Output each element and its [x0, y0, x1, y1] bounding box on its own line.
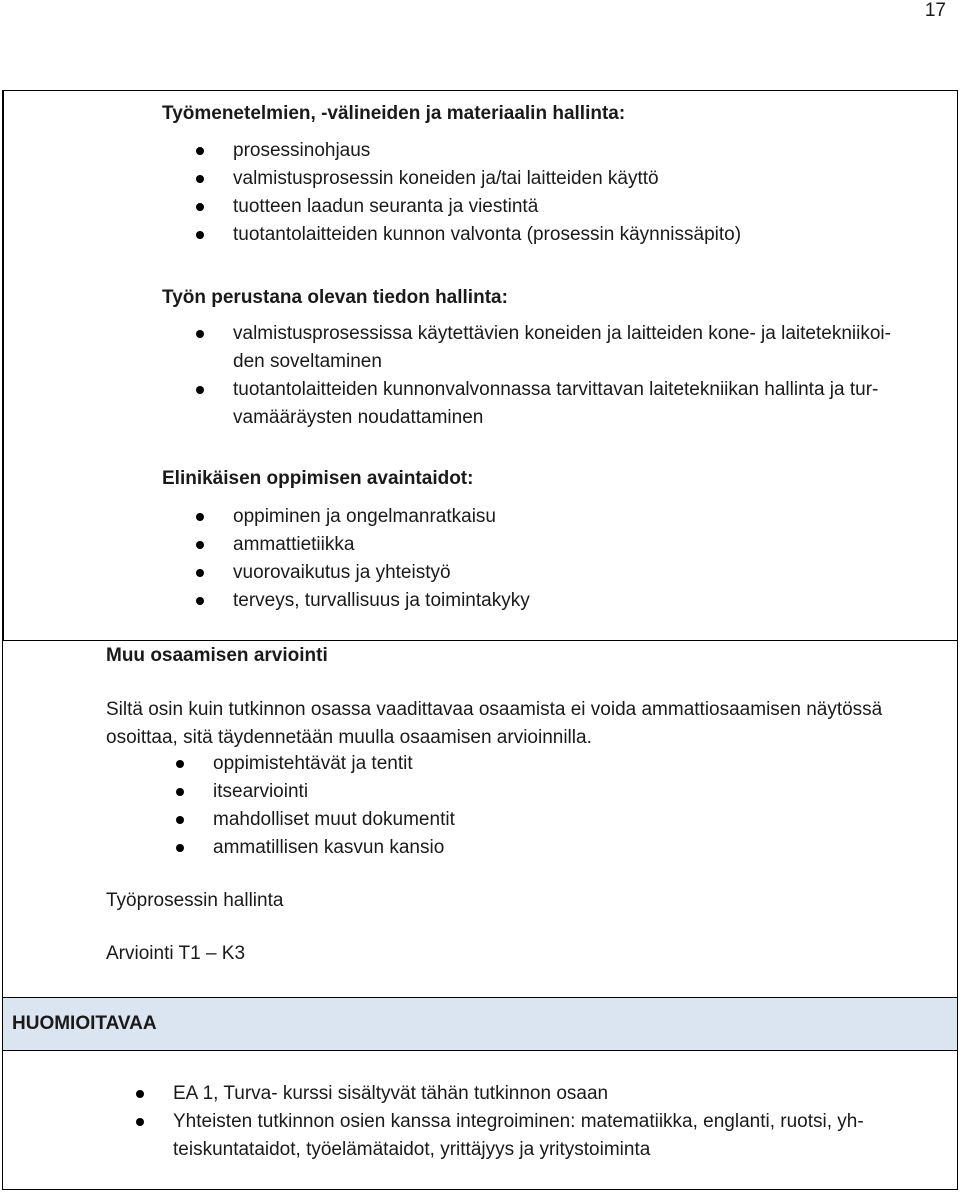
list-item: valmistusprosessin koneiden ja/tai laitteiden käyttö	[196, 165, 741, 193]
list-item: Yhteisten tutkinnon osien kanssa integroiminen: matematiikka, englanti, ruotsi, yh- teiskuntataidot, työelämätaidot, yrittäjyys ja yritystoiminta	[136, 1108, 864, 1164]
section-knowledge-heading: Työn perustana olevan tiedon hallinta:	[162, 287, 508, 308]
list-item: EA 1, Turva- kurssi sisältyvät tähän tutkinnon osaan	[136, 1080, 864, 1108]
page-number: 17	[924, 0, 946, 21]
bullet-icon	[176, 788, 184, 796]
list-item: oppimistehtävät ja tentit	[176, 750, 455, 778]
section-notes-list	[136, 1080, 864, 1164]
list-item: mahdolliset muut dokumentit	[176, 806, 455, 834]
bullet-icon	[196, 203, 204, 211]
list-item: terveys, turvallisuus ja toimintakyky	[196, 587, 530, 615]
list-item: itsearviointi	[176, 778, 455, 806]
section-other-paragraph-line2: osoittaa, sitä täydennetään muulla osaamisen arvioinnilla.	[106, 727, 592, 748]
bullet-icon	[196, 569, 204, 577]
section-notes-heading: HUOMIOITAVAA	[12, 1013, 157, 1034]
section-other-paragraph-line1: Siltä osin kuin tutkinnon osassa vaadittavaa osaamista ei voida ammattiosaamisen näytössä	[106, 699, 883, 720]
section-tools-heading: Työmenetelmien, -välineiden ja materiaalin hallinta:	[162, 103, 626, 124]
section-other-heading: Muu osaamisen arviointi	[106, 645, 328, 666]
section-lifelong-list	[196, 503, 530, 615]
bullet-icon	[196, 147, 204, 155]
bullet-icon	[196, 330, 204, 338]
bullet-icon	[196, 386, 204, 394]
cell-divider	[2, 640, 958, 641]
bullet-icon	[196, 231, 204, 239]
list-item: valmistusprosessissa käytettävien koneiden ja laitteiden kone- ja laitetekniikoi- den soveltaminen	[196, 320, 891, 376]
section-other-list	[176, 750, 455, 862]
list-item: ammatillisen kasvun kansio	[176, 834, 455, 862]
section-lifelong-heading: Elinikäisen oppimisen avaintaidot:	[162, 468, 474, 489]
inner-cell-left-border	[3, 90, 4, 640]
list-item: vuorovaikutus ja yhteistyö	[196, 559, 530, 587]
list-item: ammattietiikka	[196, 531, 530, 559]
bullet-icon	[196, 513, 204, 521]
list-item: prosessinohjaus	[196, 137, 741, 165]
assessment-label: Arviointi T1 – K3	[106, 943, 246, 964]
bullet-icon	[176, 844, 184, 852]
bullet-icon	[196, 541, 204, 549]
section-knowledge-list	[196, 320, 891, 432]
list-item: tuotantolaitteiden kunnonvalvonnassa tarvittavan laitetekniikan hallinta ja tur- vamääräysten noudattaminen	[196, 376, 891, 432]
list-item: tuotantolaitteiden kunnon valvonta (prosessin käynnissäpito)	[196, 221, 741, 249]
bullet-icon	[196, 597, 204, 605]
bullet-icon	[196, 175, 204, 183]
bullet-icon	[176, 816, 184, 824]
process-label: Työprosessin hallinta	[106, 890, 284, 911]
section-tools-list	[196, 137, 741, 249]
bullet-icon	[136, 1118, 144, 1126]
bullet-icon	[136, 1090, 144, 1098]
list-item: oppiminen ja ongelmanratkaisu	[196, 503, 530, 531]
list-item: tuotteen laadun seuranta ja viestintä	[196, 193, 741, 221]
bullet-icon	[176, 760, 184, 768]
